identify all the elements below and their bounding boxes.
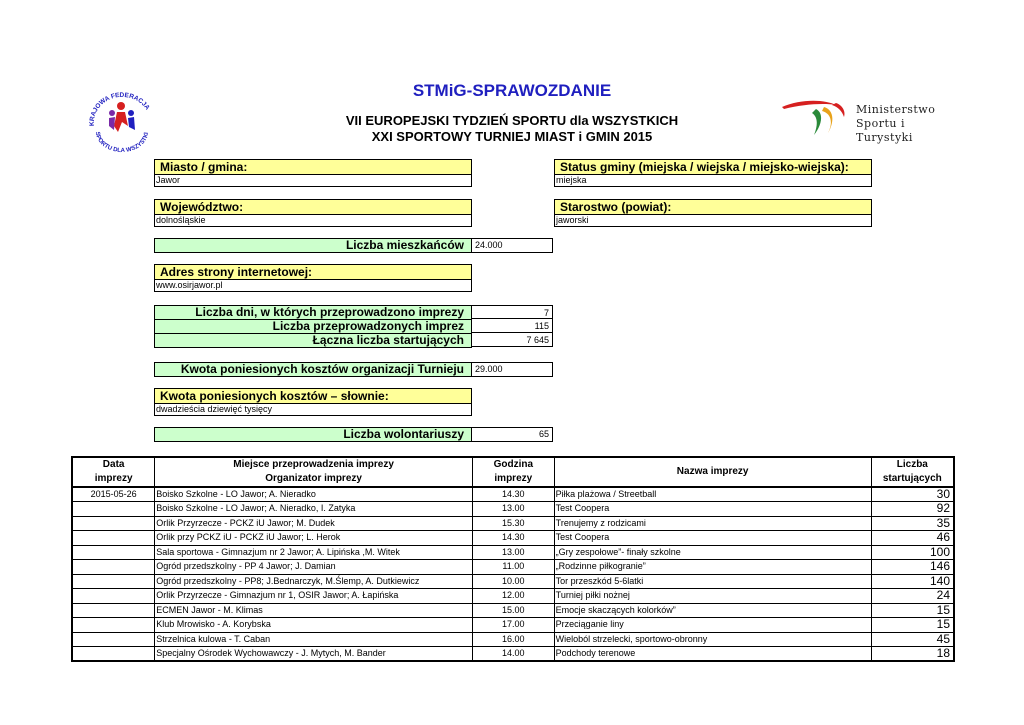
cell-time[interactable]: 15.00 — [472, 603, 554, 618]
table-row — [72, 502, 954, 517]
cell-participants[interactable]: 100 — [871, 545, 954, 560]
cell-participants[interactable]: 146 — [871, 560, 954, 575]
cost-words-field[interactable]: dwadzieścia dziewięć tysięcy — [154, 404, 472, 416]
cell-time[interactable]: 17.00 — [472, 618, 554, 633]
cell-time[interactable]: 15.30 — [472, 516, 554, 531]
cell-date[interactable] — [72, 574, 155, 589]
cell-date[interactable] — [72, 545, 155, 560]
cell-time[interactable]: 12.00 — [472, 589, 554, 604]
website-field[interactable]: www.osirjawor.pl — [154, 280, 472, 292]
cell-time[interactable]: 13.00 — [472, 502, 554, 517]
city-field[interactable]: Jawor — [154, 175, 472, 187]
ministry-name-line1: Ministerstwo — [856, 103, 936, 116]
cell-time[interactable]: 10.00 — [472, 574, 554, 589]
voivodeship-label: Województwo: — [154, 199, 472, 215]
cell-date[interactable] — [72, 560, 155, 575]
cell-event-name[interactable]: Tor przeszkód 5-6latki — [554, 574, 871, 589]
cell-place[interactable]: Ogród przedszkolny - PP8; J.Bednarczyk, M.Ślemp, A. Dutkiewicz — [155, 574, 473, 589]
cell-date[interactable] — [72, 632, 155, 647]
cost-words-label: Kwota poniesionych kosztów – słownie: — [154, 388, 472, 404]
col-time-header: Godzina imprezy — [472, 457, 554, 487]
cell-place[interactable]: Orlik Przyrzecze - PCKZ iU Jawor; M. Dudek — [155, 516, 473, 531]
cell-participants[interactable]: 18 — [871, 647, 954, 662]
table-row — [72, 531, 954, 546]
volunteers-label: Liczba wolontariuszy — [154, 427, 472, 442]
cell-place[interactable]: Ogród przedszkolny - PP 4 Jawor; J. Damian — [155, 560, 473, 575]
voivodeship-field[interactable]: dolnośląskie — [154, 215, 472, 227]
cell-event-name[interactable]: Wieloból strzelecki, sportowo-obronny — [554, 632, 871, 647]
cost-label: Kwota poniesionych kosztów organizacji Turnieju — [154, 362, 472, 377]
col-date-header: Data imprezy — [72, 457, 155, 487]
cell-date[interactable] — [72, 502, 155, 517]
participants-field[interactable]: 7 645 — [471, 333, 553, 347]
cell-event-name[interactable]: Test Coopera — [554, 531, 871, 546]
cell-place[interactable]: ECMEN Jawor - M. Klimas — [155, 603, 473, 618]
cost-field[interactable]: 29.000 — [471, 362, 553, 377]
table-row — [72, 589, 954, 604]
website-label: Adres strony internetowej: — [154, 264, 472, 280]
cell-time[interactable]: 14.30 — [472, 487, 554, 502]
city-label: Miasto / gmina: — [154, 159, 472, 175]
cell-time[interactable]: 14.00 — [472, 647, 554, 662]
cell-participants[interactable]: 15 — [871, 603, 954, 618]
cell-place[interactable]: Boisko Szkolne - LO Jawor; A. Nieradko, I. Zatyka — [155, 502, 473, 517]
events-label: Liczba przeprowadzonych imprez — [154, 319, 472, 334]
page-subtitle-2: XXI SPORTOWY TURNIEJ MIAST i GMIN 2015 — [371, 129, 653, 144]
cell-event-name[interactable]: Piłka plażowa / Streetball — [554, 487, 871, 502]
cell-place[interactable]: Sala sportowa - Gimnazjum nr 2 Jawor; A. Lipińska ,M. Witek — [155, 545, 473, 560]
cell-participants[interactable]: 35 — [871, 516, 954, 531]
cell-date[interactable] — [72, 516, 155, 531]
days-field[interactable]: 7 — [471, 305, 553, 319]
col-place-header: Miejsce przeprowadzenia imprezy Organizator imprezy — [155, 457, 473, 487]
cell-participants[interactable]: 140 — [871, 574, 954, 589]
cell-place[interactable]: Orlik Przyrzecze - Gimnazjum nr 1, OSIR Jawor; A. Łapińska — [155, 589, 473, 604]
table-header-row — [72, 457, 954, 487]
cell-date[interactable] — [72, 603, 155, 618]
col-count-header: Liczba startujących — [871, 457, 954, 487]
page-title: STMiG-SPRAWOZDANIE — [412, 81, 612, 100]
participants-label: Łączna liczba startujących — [154, 333, 472, 348]
ministry-name-line2: Sportu i Turystyki — [856, 117, 913, 144]
cell-event-name[interactable]: Emocje skaczących kolorków” — [554, 603, 871, 618]
cell-event-name[interactable]: „Gry zespołowe”- finały szkolne — [554, 545, 871, 560]
page-subtitle-1: VII EUROPEJSKI TYDZIEŃ SPORTU dla WSZYSTKICH — [345, 113, 679, 128]
table-row — [72, 603, 954, 618]
cell-time[interactable]: 11.00 — [472, 560, 554, 575]
county-label: Starostwo (powiat): — [554, 199, 872, 215]
cell-date[interactable] — [72, 647, 155, 662]
table-row — [72, 545, 954, 560]
cell-time[interactable]: 14.30 — [472, 531, 554, 546]
cell-event-name[interactable]: Podchody terenowe — [554, 647, 871, 662]
cell-event-name[interactable]: Test Coopera — [554, 502, 871, 517]
cell-time[interactable]: 13.00 — [472, 545, 554, 560]
ministry-emblem-icon — [780, 97, 850, 139]
status-label: Status gminy (miejska / wiejska / miejsko-wiejska): — [554, 159, 872, 175]
cell-participants[interactable]: 92 — [871, 502, 954, 517]
table-row — [72, 618, 954, 633]
table-row — [72, 487, 954, 502]
cell-participants[interactable]: 45 — [871, 632, 954, 647]
events-field[interactable]: 115 — [471, 319, 553, 333]
cell-event-name[interactable]: Przeciąganie liny — [554, 618, 871, 633]
cell-participants[interactable]: 46 — [871, 531, 954, 546]
cell-date[interactable] — [72, 618, 155, 633]
col-name-header: Nazwa imprezy — [554, 457, 871, 487]
population-label: Liczba mieszkańców — [154, 238, 472, 253]
days-label: Liczba dni, w których przeprowadzono imprezy — [154, 305, 472, 320]
table-row — [72, 647, 954, 662]
cell-event-name[interactable]: Turniej piłki nożnej — [554, 589, 871, 604]
cell-place[interactable]: Klub Mrowisko - A. Korybska — [155, 618, 473, 633]
table-row — [72, 516, 954, 531]
table-row — [72, 560, 954, 575]
svg-text:KRAJOWA FEDERACJA: KRAJOWA FEDERACJA — [88, 91, 151, 127]
cell-place[interactable]: Strzelnica kulowa - T. Caban — [155, 632, 473, 647]
county-field[interactable]: jaworski — [554, 215, 872, 227]
svg-text:SPORTU DLA WSZYSTKICH: SPORTU DLA WSZYSTKI — [93, 131, 151, 154]
cell-place[interactable]: Boisko Szkolne - LO Jawor; A. Nieradko — [155, 487, 473, 502]
cell-date[interactable] — [72, 589, 155, 604]
population-field[interactable]: 24.000 — [471, 238, 553, 253]
volunteers-field[interactable]: 65 — [471, 427, 553, 442]
table-row — [72, 574, 954, 589]
cell-date[interactable]: 2015-05-26 — [72, 487, 155, 502]
table-row — [72, 632, 954, 647]
cell-place[interactable]: Orlik przy PCKZ iU - PCKZ iU Jawor; L. Herok — [155, 531, 473, 546]
cell-event-name[interactable]: „Rodzinne piłkogranie” — [554, 560, 871, 575]
cell-place[interactable]: Specjalny Ośrodek Wychowawczy - J. Mytych, M. Bander — [155, 647, 473, 662]
ministry-logo — [780, 97, 960, 144]
cell-event-name[interactable]: Trenujemy z rodzicami — [554, 516, 871, 531]
events-table — [71, 456, 955, 662]
cell-participants[interactable]: 30 — [871, 487, 954, 502]
cell-time[interactable]: 16.00 — [472, 632, 554, 647]
status-field[interactable]: miejska — [554, 175, 872, 187]
cell-date[interactable] — [72, 531, 155, 546]
cell-participants[interactable]: 15 — [871, 618, 954, 633]
cell-participants[interactable]: 24 — [871, 589, 954, 604]
